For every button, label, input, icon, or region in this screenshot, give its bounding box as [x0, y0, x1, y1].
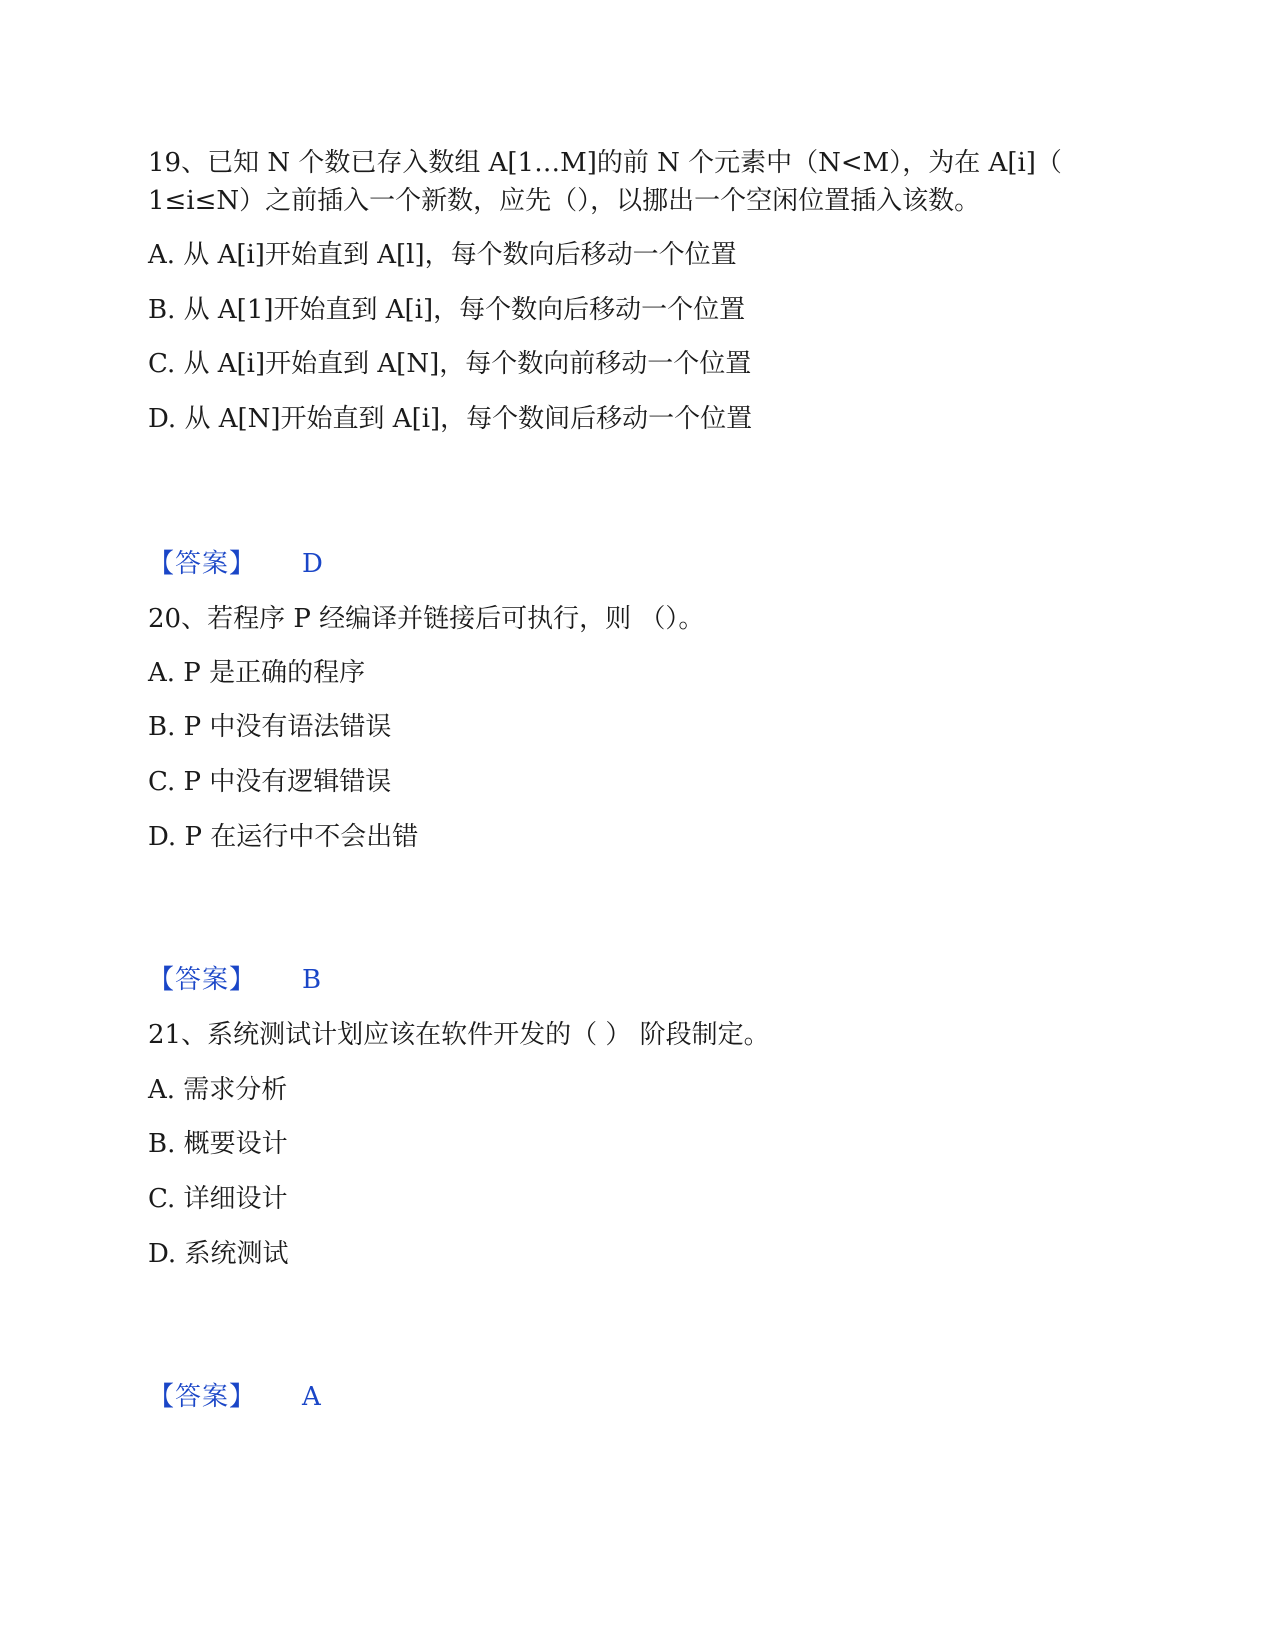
question-stem-line: 20、若程序 P 经编译并链接后可执行，则 （）。 — [148, 604, 705, 634]
answer-label: 【答案】 — [148, 549, 257, 579]
answer-value: D — [302, 549, 323, 579]
option-c: C. 详细设计 — [148, 1184, 288, 1214]
option-a: A. 从 A[i]开始直到 A[l]，每个数向后移动一个位置 — [148, 240, 737, 270]
option-a: A. P 是正确的程序 — [148, 658, 366, 688]
option-b: B. 从 A[1]开始直到 A[i]，每个数向后移动一个位置 — [148, 295, 746, 325]
question-stem-line: 1≤i≤N）之前插入一个新数，应先（），以挪出一个空闲位置插入该数。 — [148, 186, 981, 216]
option-d: D. P 在运行中不会出错 — [148, 822, 419, 852]
question-stem-line: 19、已知 N 个数已存入数组 A[1…M]的前 N 个元素中（N<M），为在 A[i]（ — [148, 148, 1062, 178]
option-b: B. P 中没有语法错误 — [148, 712, 392, 742]
answer-row — [148, 963, 321, 997]
answer-row — [148, 1380, 321, 1414]
question-stem-line: 21、系统测试计划应该在软件开发的（ ） 阶段制定。 — [148, 1020, 770, 1050]
option-a: A. 需求分析 — [148, 1075, 288, 1105]
option-c: C. 从 A[i]开始直到 A[N]，每个数向前移动一个位置 — [148, 349, 752, 379]
answer-label: 【答案】 — [148, 965, 257, 995]
option-d: D. 从 A[N]开始直到 A[i]，每个数间后移动一个位置 — [148, 404, 753, 434]
answer-label: 【答案】 — [148, 1382, 257, 1412]
answer-value: A — [302, 1382, 321, 1412]
answer-row — [148, 547, 323, 581]
option-b: B. 概要设计 — [148, 1129, 288, 1159]
option-c: C. P 中没有逻辑错误 — [148, 767, 392, 797]
answer-value: B — [302, 965, 322, 995]
option-d: D. 系统测试 — [148, 1239, 289, 1269]
